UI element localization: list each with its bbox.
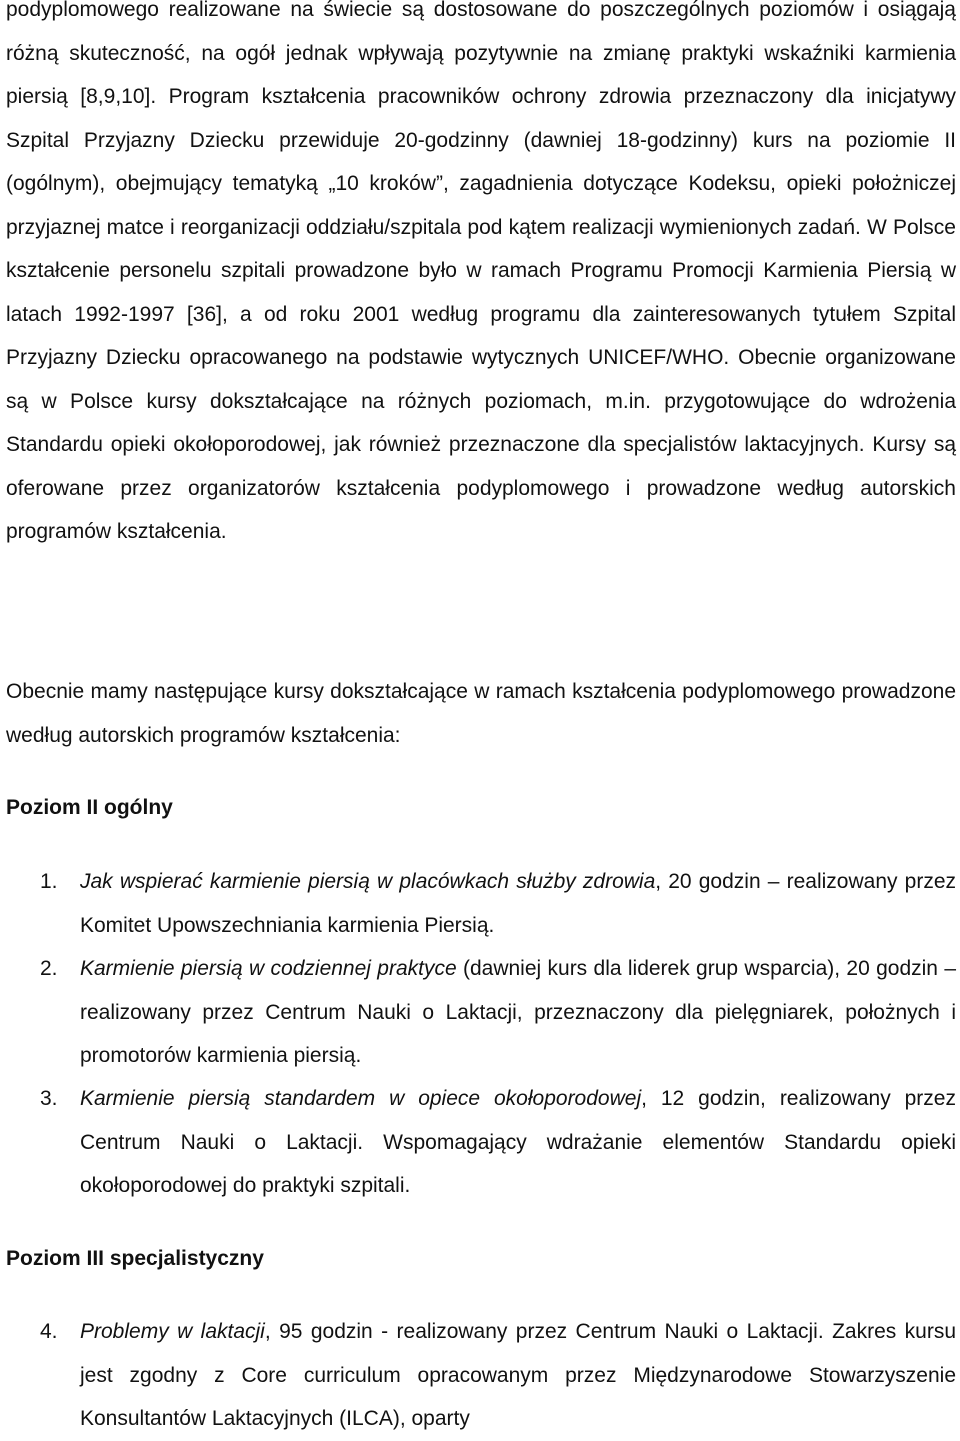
course-details: , 12 godzin, realizowany przez Centrum Nauki o Laktacji. Wspomagający wdrażanie elementów Standardu opieki okołoporodowej do praktyki szpitali.: [80, 1087, 956, 1197]
paragraph-courses-intro: Obecnie mamy następujące kursy dokształcające w ramach kształcenia podyplomowego prowadzone według autorskich programów kształcenia:: [6, 680, 956, 747]
course-title: Karmienie piersią w codziennej praktyce: [80, 957, 457, 980]
course-description: [80, 1310, 956, 1441]
course-list-item: [40, 947, 956, 1078]
course-number: 4.: [40, 1320, 58, 1343]
course-details: (dawniej kurs dla liderek grup wsparcia), 20 godzin – realizowany przez Centrum Nauki o Laktacji, przeznaczony dla pielęgniarek, położnych i promotorów karmienia piersią.: [80, 957, 956, 1067]
course-title: Jak wspierać karmienie piersią w placówkach służby zdrowia: [80, 870, 656, 893]
course-description: [80, 1077, 956, 1208]
course-details: , 95 godzin - realizowany przez Centrum Nauki o Laktacji. Zakres kursu jest zgodny z Core curriculum opracowanym przez Międzynarodowe Stowarzyszenie Konsultantów Laktacyjnych (ILCA), oparty: [80, 1320, 956, 1430]
course-number: 2.: [40, 957, 58, 980]
course-list-item: [40, 860, 956, 947]
heading-level-2-general: Poziom II ogólny: [6, 796, 173, 819]
course-list-item: [40, 1310, 956, 1441]
course-number: 3.: [40, 1087, 58, 1110]
course-title: Karmienie piersią standardem w opiece okołoporodowej: [80, 1087, 642, 1110]
course-list-item: [40, 1077, 956, 1208]
course-description: [80, 860, 956, 947]
course-description: [80, 947, 956, 1078]
course-details: , 20 godzin – realizowany przez Komitet Upowszechniania karmienia Piersią.: [80, 870, 956, 937]
course-number: 1.: [40, 870, 58, 893]
paragraph-education-programs: podyplomowego realizowane na świecie są dostosowane do poszczególnych poziomów i osiągają różną skuteczność, na ogół jednak wpływają pozytywnie na zmianę praktyki wskaźniki karmienia piersią [8,9,10]. Program kształcenia pracowników ochrony zdrowia przeznaczony dla inicjatywy Szpital Przyjazny Dziecku przewiduje 20-godzinny (dawniej 18-godzinny) kurs na poziomie II (ogólnym), obejmujący tematyką „10 kroków”, zagadnienia dotyczące Kodeksu, opieki położniczej przyjaznej matce i reorganizacji oddziału/szpitala pod kątem realizacji wymienionych zadań. W Polsce kształcenie personelu szpitali prowadzone było w ramach Programu Promocji Karmienia Piersią w latach 1992-1997 [36], a od roku 2001 według programu dla zainteresowanych tytułem Szpital Przyjazny Dziecku opracowanego na podstawie wytycznych UNICEF/WHO. Obecnie organizowane są w Polsce kursy dokształcające na różnych poziomach, m.in. przygotowujące do wdrożenia Standardu opieki okołoporodowej, jak również przeznaczone dla specjalistów laktacyjnych. Kursy są oferowane przez organizatorów kształcenia podyplomowego i prowadzone według autorskich programów kształcenia.: [6, 0, 956, 543]
heading-level-3-specialist: Poziom III specjalistyczny: [6, 1247, 264, 1270]
course-title: Problemy w laktacji: [80, 1320, 265, 1343]
